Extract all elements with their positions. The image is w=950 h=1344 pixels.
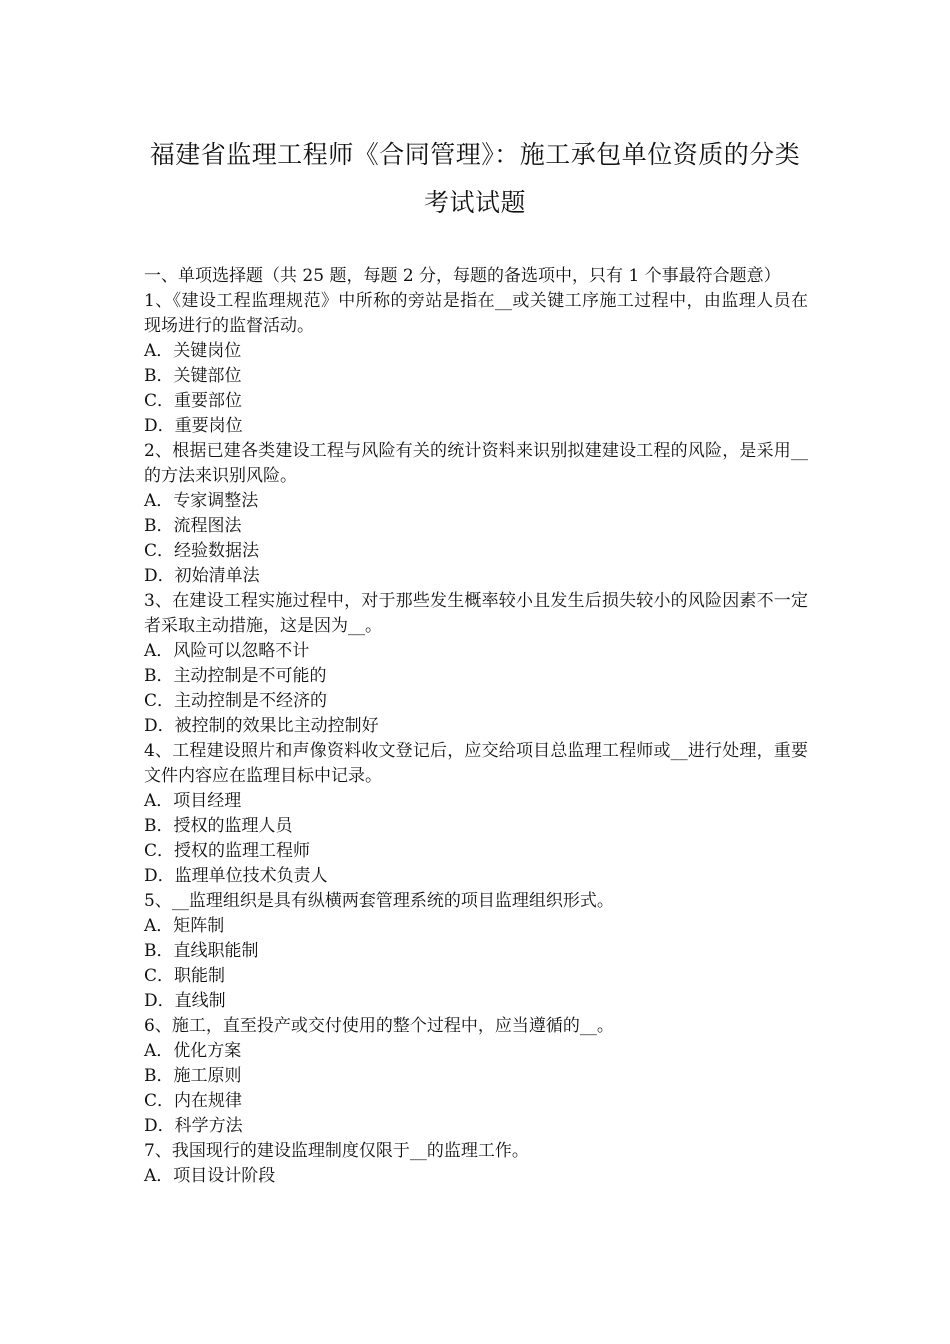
question-7	[144, 1139, 808, 1189]
option-c: C．重要部位	[144, 391, 243, 411]
question-1	[144, 289, 808, 439]
option-b: B．关键部位	[144, 366, 242, 386]
option-d: D．科学方法	[144, 1116, 243, 1136]
option-a: A．风险可以忽略不计	[144, 641, 310, 661]
option-b: B．施工原则	[144, 1066, 242, 1086]
option-d: D．初始清单法	[144, 566, 260, 586]
section-heading: 一、单项选择题（共 25 题，每题 2 分，每题的备选项中，只有 1 个事最符合题意）	[144, 266, 781, 286]
question-stem: 6、施工，直至投产或交付使用的整个过程中，应当遵循的__。	[144, 1016, 614, 1036]
option-b: B．流程图法	[144, 516, 242, 536]
option-c: C．授权的监理工程师	[144, 841, 311, 861]
option-a: A．优化方案	[144, 1041, 242, 1061]
question-3	[144, 589, 808, 739]
question-stem: 5、__监理组织是具有纵横两套管理系统的项目监理组织形式。	[144, 891, 614, 911]
option-d: D．直线制	[144, 991, 226, 1011]
option-d: D．被控制的效果比主动控制好	[144, 716, 379, 736]
option-b: B．主动控制是不可能的	[144, 666, 327, 686]
question-stem: 1、《建设工程监理规范》中所称的旁站是指在__或关键工序施工过程中，由监理人员在现场进行的监督活动。	[144, 291, 808, 336]
option-b: B．授权的监理人员	[144, 816, 293, 836]
document-title-line-1: 福建省监理工程师《合同管理》：施工承包单位资质的分类	[149, 140, 801, 169]
document-title-line-2: 考试试题	[423, 188, 526, 217]
question-4	[144, 739, 808, 889]
option-a: A．关键岗位	[144, 341, 242, 361]
question-6	[144, 1014, 808, 1139]
option-a: A．项目经理	[144, 791, 242, 811]
option-a: A．项目设计阶段	[144, 1166, 276, 1186]
option-a: A．矩阵制	[144, 916, 225, 936]
question-stem: 7、我国现行的建设监理制度仅限于__的监理工作。	[144, 1141, 529, 1161]
question-2	[144, 439, 808, 589]
option-a: A．专家调整法	[144, 491, 259, 511]
option-c: C．主动控制是不经济的	[144, 691, 328, 711]
option-c: C．职能制	[144, 966, 226, 986]
exam-content	[144, 264, 808, 1189]
question-5	[144, 889, 808, 1014]
option-c: C．经验数据法	[144, 541, 260, 561]
option-b: B．直线职能制	[144, 941, 259, 961]
question-stem: 3、在建设工程实施过程中，对于那些发生概率较小且发生后损失较小的风险因素不一定者采取主动措施，这是因为__。	[144, 591, 808, 636]
option-c: C．内在规律	[144, 1091, 243, 1111]
option-d: D．监理单位技术负责人	[144, 866, 328, 886]
question-stem: 4、工程建设照片和声像资料收文登记后，应交给项目总监理工程师或__进行处理，重要文件内容应在监理目标中记录。	[144, 741, 808, 786]
question-stem: 2、根据已建各类建设工程与风险有关的统计资料来识别拟建建设工程的风险，是采用__的方法来识别风险。	[144, 441, 808, 486]
option-d: D．重要岗位	[144, 416, 243, 436]
